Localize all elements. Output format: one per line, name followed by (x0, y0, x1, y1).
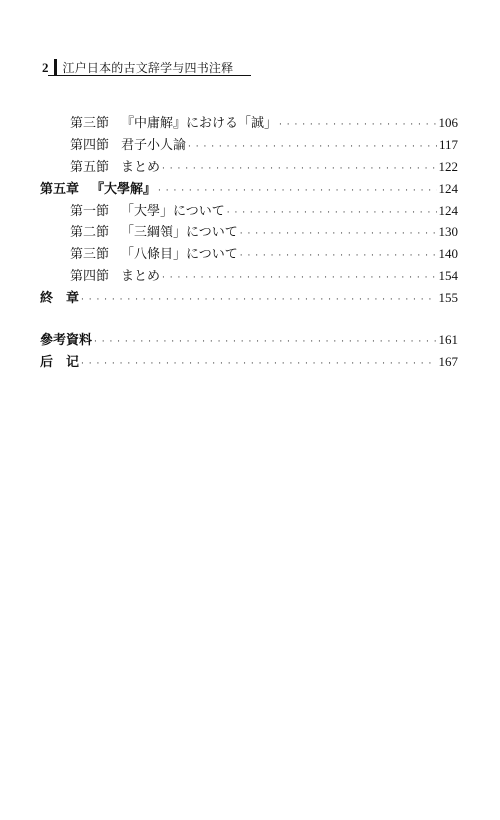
toc-entry-page: 117 (438, 136, 458, 152)
dot-leader (188, 137, 437, 159)
toc-entry-title (40, 288, 79, 310)
dot-leader (162, 159, 436, 181)
toc-entry-label: 第四節 (70, 137, 110, 153)
toc-entry-page: 154 (438, 268, 458, 284)
toc-entry (40, 329, 458, 351)
dot-leader (240, 246, 437, 268)
toc-entry-label: 第一節 (70, 203, 110, 219)
page-number: 2 (42, 60, 49, 75)
toc-entry-title (40, 330, 92, 352)
toc-entry-title (70, 222, 238, 244)
toc-entry-title (40, 179, 156, 201)
dot-leader (81, 354, 436, 376)
toc-entry (40, 178, 458, 200)
toc-entry (40, 200, 458, 222)
dot-leader (158, 181, 436, 203)
book-title: 江户日本的古文辞学与四书注释 (62, 61, 234, 75)
toc-entry-heading: まとめ (121, 159, 161, 175)
toc-entry (40, 287, 458, 309)
toc-entry-label: 第二節 (70, 225, 110, 241)
toc-entry (40, 134, 458, 156)
dot-leader (227, 203, 437, 225)
toc-entry-label: 第五節 (70, 159, 110, 175)
header-underline (48, 75, 251, 76)
toc-entry-heading: まとめ (121, 269, 161, 285)
toc-entry-title (70, 135, 186, 157)
dot-leader (279, 115, 436, 137)
toc-entry-page: 106 (438, 115, 458, 130)
toc-entry-label: 第四節 (70, 269, 110, 285)
toc-entry-page: 167 (438, 353, 458, 369)
toc-entry-title (70, 244, 238, 266)
toc-entry-label: 第五章 (40, 181, 80, 197)
toc-entry-title (70, 201, 225, 223)
toc-entry-page: 122 (438, 158, 458, 174)
toc-entry (40, 221, 458, 243)
toc-entry-page: 155 (438, 290, 458, 306)
toc-entry-page: 130 (438, 224, 458, 240)
toc-entry-heading: 君子小人論 (121, 137, 187, 153)
dot-leader (81, 290, 436, 312)
toc-group-appendix (40, 329, 458, 373)
table-of-contents (40, 112, 458, 373)
toc-entry-page: 124 (438, 180, 458, 196)
toc-entry (40, 351, 458, 373)
toc-entry-heading: 『中庸解』における「誠」 (121, 116, 278, 131)
toc-entry-page: 161 (438, 332, 458, 348)
toc-entry-label: 后 记 (40, 354, 80, 370)
toc-entry-heading: 「大學」について (121, 203, 225, 219)
header-divider-bar (54, 59, 57, 75)
toc-entry-label: 第三節 (70, 247, 110, 263)
dot-leader (94, 332, 436, 354)
toc-entry (40, 156, 458, 178)
toc-entry-title (40, 352, 79, 374)
toc-entry-heading: 「八條目」について (121, 247, 238, 263)
toc-entry-page: 140 (438, 246, 458, 262)
dot-leader (162, 268, 436, 290)
toc-entry-title (70, 266, 160, 288)
toc-entry (40, 265, 458, 287)
toc-entry-title (70, 113, 277, 135)
dot-leader (240, 224, 437, 246)
toc-group-chapters (40, 112, 458, 309)
running-header (42, 57, 233, 75)
toc-entry (40, 112, 458, 134)
toc-entry-page: 124 (438, 202, 458, 218)
toc-entry-heading: 『大學解』 (91, 181, 157, 197)
toc-entry-title (70, 157, 160, 179)
toc-entry-label: 第三節 (70, 116, 110, 131)
toc-entry-heading: 「三綱領」について (121, 225, 238, 241)
toc-entry-label: 終 章 (40, 291, 80, 307)
toc-entry (40, 243, 458, 265)
toc-entry-label: 參考資料 (40, 333, 93, 349)
